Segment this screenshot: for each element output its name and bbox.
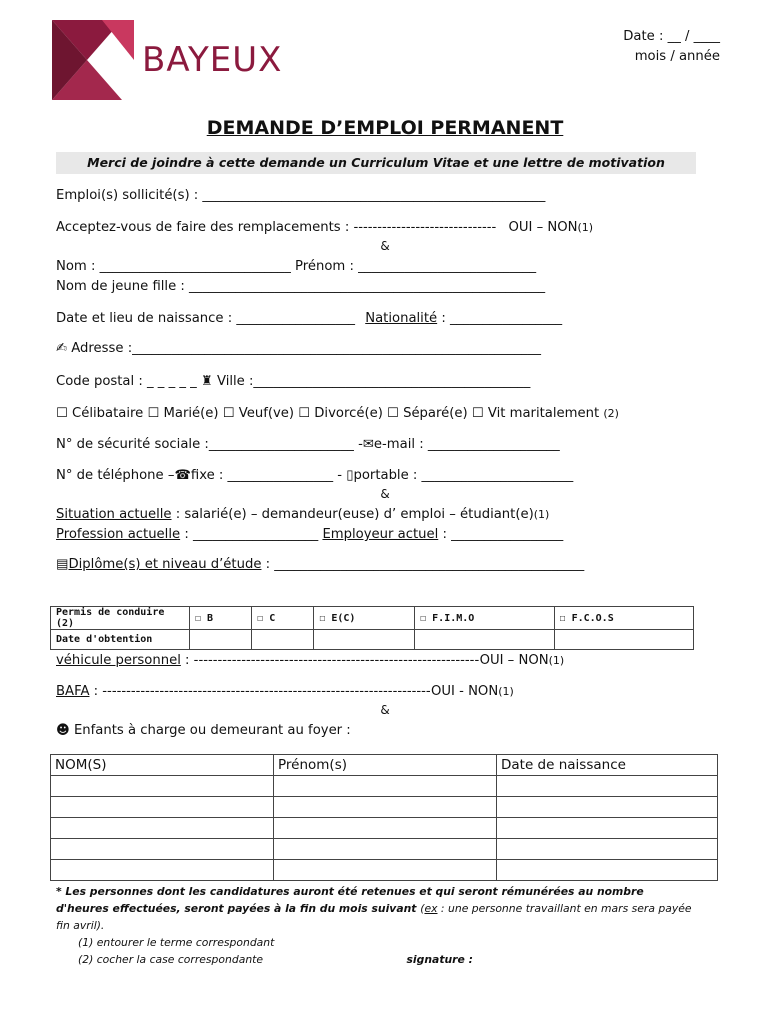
bafa-label: BAFA xyxy=(56,684,90,699)
table-cell[interactable] xyxy=(274,818,497,839)
table-cell[interactable] xyxy=(51,776,274,797)
date-obtention-row xyxy=(51,630,694,650)
permis-option-fcos[interactable]: ☐ F.C.O.S xyxy=(554,607,693,630)
profession-line[interactable] xyxy=(56,527,563,543)
emploi-field[interactable]: Emploi(s) sollicité(s) : ____________________________________________________ xyxy=(56,188,546,203)
signature-label: signature : xyxy=(406,953,473,966)
payment-note-text: * Les personnes dont les candidatures auront été retenues et qui seront rémunérées au nombre d'heures effectuées, seront payées à la fin du mois suivant xyxy=(56,885,644,915)
example-open: ( xyxy=(420,902,425,915)
logo-shape-right xyxy=(102,20,134,60)
table-cell[interactable] xyxy=(497,818,718,839)
table-cell[interactable] xyxy=(274,839,497,860)
enfants-header-row xyxy=(51,755,718,776)
document-icon: ▤ xyxy=(56,557,69,572)
bafa-line[interactable] xyxy=(56,684,514,700)
note-ref-1: (1) xyxy=(498,685,514,698)
table-row xyxy=(51,818,718,839)
table-cell[interactable] xyxy=(497,776,718,797)
note-2: (2) cocher la case correspondante xyxy=(78,953,264,966)
pen-icon: ✍ xyxy=(56,341,68,356)
table-row xyxy=(51,776,718,797)
date-obtention-cell[interactable] xyxy=(554,630,693,650)
remplacements-line[interactable] xyxy=(56,220,593,236)
note-ref-1: (1) xyxy=(577,221,594,234)
situation-actuelle-label: Situation actuelle xyxy=(56,507,172,522)
remplacements-oui-non[interactable]: OUI – NON xyxy=(508,220,578,235)
date-obtention-cell[interactable] xyxy=(252,630,314,650)
city-icon: ♜ xyxy=(200,374,213,389)
bafa-oui-non[interactable]: : ---------------------------------------------------------------------OUI - NON xyxy=(89,684,499,699)
family-icon: ☻ xyxy=(56,723,70,738)
telephone-label: N° de téléphone – xyxy=(56,468,175,483)
permis-option-ec[interactable]: ☐ E(C) xyxy=(314,607,415,630)
fixe-field[interactable]: fixe : ________________ - xyxy=(190,468,347,483)
permis-row xyxy=(51,607,694,630)
table-cell[interactable] xyxy=(51,818,274,839)
nationalite-field[interactable]: : _________________ xyxy=(437,311,563,326)
table-cell[interactable] xyxy=(497,860,718,881)
header-nom: NOM(S) xyxy=(51,755,274,776)
ornament-icon: & xyxy=(380,703,390,717)
diplome-field[interactable]: : _______________________________________________ xyxy=(261,557,585,572)
payment-note xyxy=(56,883,700,934)
portable-field[interactable]: portable : _______________________ xyxy=(353,468,574,483)
situation-actuelle-line[interactable] xyxy=(56,507,549,523)
remplacements-text: Acceptez-vous de faire des remplacements : ------------------------------ xyxy=(56,220,497,235)
employeur-label: Employeur actuel xyxy=(322,527,439,542)
situation-familiale-options[interactable]: ☐ Célibataire ☐ Marié(e) ☐ Veuf(ve) ☐ Divorcé(e) ☐ Séparé(e) ☐ Vit maritalement xyxy=(56,406,604,421)
code-postal-field[interactable]: Code postal : _ _ _ _ _ xyxy=(56,374,201,389)
ville-field[interactable]: Ville :__________________________________________ xyxy=(212,374,531,389)
table-cell[interactable] xyxy=(274,797,497,818)
situation-familiale-line[interactable] xyxy=(56,406,619,422)
note-1: (1) entourer le terme correspondant xyxy=(78,936,275,949)
header-date-naissance: Date de naissance xyxy=(497,755,718,776)
profession-label: Profession actuelle xyxy=(56,527,181,542)
table-row xyxy=(51,839,718,860)
enfants-line xyxy=(56,723,351,739)
table-cell[interactable] xyxy=(51,860,274,881)
date-obtention-cell[interactable] xyxy=(314,630,415,650)
vehicule-label: véhicule personnel xyxy=(56,653,181,668)
vehicule-oui-non[interactable]: : ------------------------------------------------------------OUI – NON xyxy=(180,653,549,668)
date-obtention-cell[interactable] xyxy=(190,630,252,650)
adresse-field[interactable]: Adresse :______________________________________________________________ xyxy=(67,341,541,356)
date-line: Date : __ / ____ xyxy=(623,29,720,44)
permis-option-c[interactable]: ☐ C xyxy=(252,607,314,630)
table-cell[interactable] xyxy=(497,839,718,860)
diplome-line[interactable] xyxy=(56,557,584,573)
ornament-icon: & xyxy=(380,487,390,501)
diplome-label: Diplôme(s) et niveau d’étude xyxy=(68,557,262,572)
note-ref-2: (2) xyxy=(603,407,619,420)
email-field[interactable]: e-mail : ____________________ xyxy=(373,437,560,452)
note-ref-1: (1) xyxy=(548,654,565,667)
table-cell[interactable] xyxy=(274,860,497,881)
code-ville-line[interactable] xyxy=(56,374,530,390)
table-row xyxy=(51,860,718,881)
profession-field[interactable]: : ___________________ xyxy=(180,527,323,542)
enfants-table xyxy=(50,754,718,881)
table-cell[interactable] xyxy=(51,797,274,818)
permis-option-fimo[interactable]: ☐ F.I.M.O xyxy=(415,607,554,630)
date-field[interactable] xyxy=(623,27,720,67)
permis-option-b[interactable]: ☐ B xyxy=(190,607,252,630)
secu-email-line[interactable] xyxy=(56,437,560,453)
permis-table xyxy=(50,606,694,650)
jeune-fille-field[interactable]: Nom de jeune fille : ______________________________________________________ xyxy=(56,279,546,294)
date-hint: mois / année xyxy=(634,49,720,64)
adresse-line[interactable] xyxy=(56,341,541,357)
note-2-line xyxy=(56,951,700,968)
nom-prenom-field[interactable]: Nom : _____________________________ Prénom : ___________________________ xyxy=(56,259,537,274)
brand-name: BAYEUX xyxy=(142,40,283,80)
secu-field[interactable]: N° de sécurité sociale :______________________ - xyxy=(56,437,363,452)
mobile-icon: ▯ xyxy=(346,468,354,483)
ornament-icon: & xyxy=(380,239,390,253)
date-obtention-cell[interactable] xyxy=(415,630,554,650)
subtitle-banner: Merci de joindre à cette demande un Curriculum Vitae et une lettre de motivation xyxy=(56,152,696,174)
email-icon: ✉ xyxy=(362,437,374,452)
situation-actuelle-options[interactable]: : salarié(e) – demandeur(euse) d’ emploi – étudiant(e) xyxy=(171,507,534,522)
example-label: ex xyxy=(424,902,438,915)
footnotes xyxy=(56,883,700,968)
date-obtention-label: Date d'obtention xyxy=(51,630,190,650)
header-prenom: Prénom(s) xyxy=(274,755,497,776)
example-text: : une personne travaillant en mars sera payée fin avril). xyxy=(56,902,692,932)
page-title: DEMANDE D’EMPLOI PERMANENT xyxy=(206,117,564,139)
employeur-field[interactable]: : _________________ xyxy=(438,527,564,542)
table-cell[interactable] xyxy=(497,797,718,818)
enfants-label: Enfants à charge ou demeurant au foyer : xyxy=(69,723,351,738)
table-row xyxy=(51,797,718,818)
nationalite-label: Nationalité xyxy=(365,311,438,326)
phone-icon: ☎ xyxy=(174,468,191,483)
permis-label: Permis de conduire (2) xyxy=(51,607,190,630)
naissance-line[interactable] xyxy=(56,311,562,327)
table-cell[interactable] xyxy=(51,839,274,860)
naissance-field[interactable]: Date et lieu de naissance : __________________ xyxy=(56,311,356,326)
table-cell[interactable] xyxy=(274,776,497,797)
note-ref-1: (1) xyxy=(533,508,550,521)
telephone-line[interactable] xyxy=(56,468,573,484)
vehicule-line[interactable] xyxy=(56,653,564,669)
